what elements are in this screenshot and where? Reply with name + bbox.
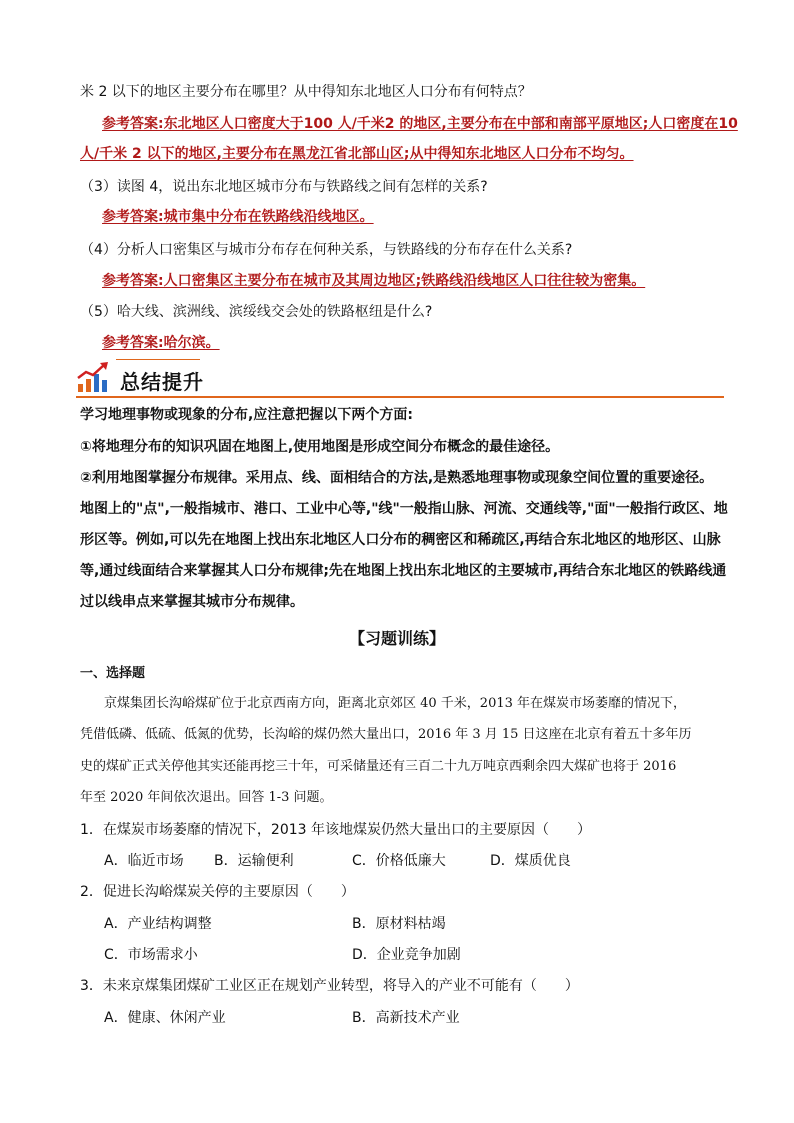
passage-line-3: 史的煤矿正式关停他其实还能再挖三十年，可采储量还有三百二十九万吨京西剩余四大煤矿也将于 2016	[80, 759, 677, 774]
question-5: （5）哈大线、滨洲线、滨绥线交会处的铁路枢纽是什么?	[80, 304, 433, 320]
mcq-2: 2．促进长沟峪煤炭关停的主要原因（ ）	[80, 884, 355, 900]
passage-line-2: 凭借低磷、低硫、低氮的优势，长沟峪的煤仍然大量出口，2016 年 3 月 15 日这座在北京有着五十多年历	[80, 727, 692, 742]
answer-1-line-2: 人/千米 2 以下的地区,主要分布在黑龙江省北部山区;从中得知东北地区人口分布不均匀。	[80, 146, 634, 162]
summary-divider	[76, 396, 724, 398]
mcq-1-option-a: A．临近市场	[104, 853, 184, 869]
summary-paragraph-4: 地图上的"点",一般指城市、港口、工业中心等,"线"一般指山脉、河流、交通线等,"面"一般指行政区、地	[80, 501, 728, 517]
mcq-3-option-a: A．健康、休闲产业	[104, 1010, 226, 1026]
answer-3: 参考答案:城市集中分布在铁路线沿线地区。	[102, 209, 374, 225]
passage-line-4: 年至 2020 年间依次退出。回答 1-3 问题。	[80, 790, 333, 805]
summary-paragraph-1: 学习地理事物或现象的分布,应注意把握以下两个方面:	[80, 407, 413, 423]
mcq-3: 3．未来京煤集团煤矿工业区正在规划产业转型，将导入的产业不可能有（ ）	[80, 978, 579, 994]
mcq-2-option-a: A．产业结构调整	[104, 916, 212, 932]
summary-top-rule	[116, 359, 200, 360]
answer-4: 参考答案:人口密集区主要分布在城市及其周边地区;铁路线沿线地区人口往往较为密集。	[102, 273, 646, 289]
mcq-1-option-c: C．价格低廉大	[352, 853, 446, 869]
mcq-1-option-d: D．煤质优良	[490, 853, 571, 869]
question-continuation: 米 2 以下的地区主要分布在哪里？从中得知东北地区人口分布有何特点？	[80, 84, 532, 100]
mcq-2-option-d: D．企业竞争加剧	[352, 947, 461, 963]
summary-title: 总结提升	[120, 370, 204, 394]
question-4: （4）分析人口密集区与城市分布存在何种关系，与铁路线的分布存在什么关系?	[80, 242, 573, 258]
mcq-2-option-c: C．市场需求小	[104, 947, 198, 963]
mcq-3-option-b: B．高新技术产业	[352, 1010, 460, 1026]
exercise-title: 【习题训练】	[348, 629, 445, 648]
summary-paragraph-5: 形区等。例如,可以先在地图上找出东北地区人口分布的稠密区和稀疏区,再结合东北地区的地形区、山脉	[80, 532, 721, 548]
mcq-1: 1．在煤炭市场萎靡的情况下，2013 年该地煤炭仍然大量出口的主要原因（ ）	[80, 822, 591, 838]
answer-1-line-1: 参考答案:东北地区人口密度大于100 人/千米2 的地区,主要分布在中部和南部平原地区;人口密度在10	[102, 116, 738, 132]
mcq-2-option-b: B．原材料枯竭	[352, 916, 446, 932]
answer-5: 参考答案:哈尔滨。	[102, 335, 220, 351]
mcq-1-option-b: B．运输便利	[214, 853, 294, 869]
growth-chart-icon	[76, 360, 110, 394]
summary-paragraph-6: 等,通过线面结合来掌握其人口分布规律;先在地图上找出东北地区的主要城市,再结合东北地区的铁路线通	[80, 563, 727, 579]
passage-line-1: 京煤集团长沟峪煤矿位于北京西南方向，距离北京郊区 40 千米，2013 年在煤炭市场萎靡的情况下，	[104, 696, 687, 711]
summary-paragraph-3: ②利用地图掌握分布规律。采用点、线、面相结合的方法,是熟悉地理事物或现象空间位置的重要途径。	[80, 470, 714, 486]
summary-paragraph-7: 过以线串点来掌握其城市分布规律。	[80, 594, 304, 610]
question-3: （3）读图 4，说出东北地区城市分布与铁路线之间有怎样的关系?	[80, 179, 488, 195]
section-heading: 一、选择题	[80, 666, 146, 681]
summary-paragraph-2: ①将地理分布的知识巩固在地图上,使用地图是形成空间分布概念的最佳途径。	[80, 439, 560, 455]
